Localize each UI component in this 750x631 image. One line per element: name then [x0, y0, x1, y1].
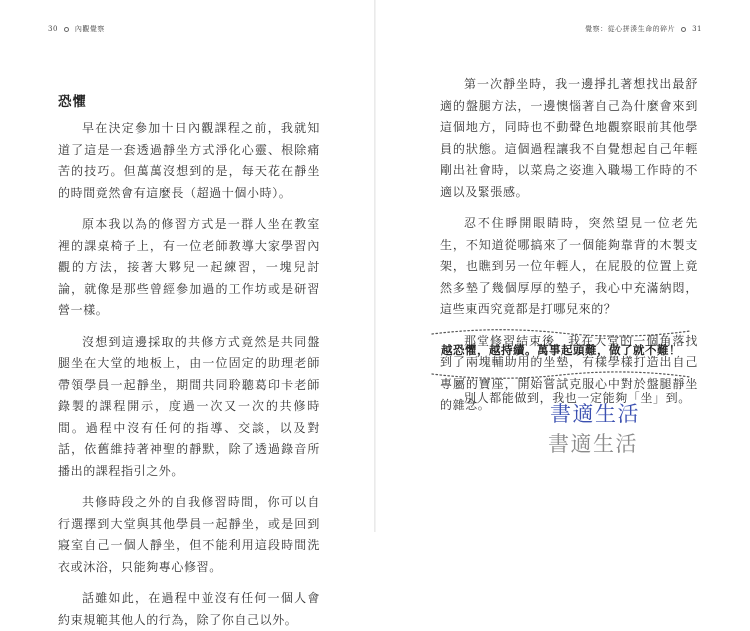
- paragraph: 那堂修習結束後，我在大堂的一個角落找到了兩塊輔助用的坐墊，有樣學樣打造出自己專屬的寶座，開始嘗試克服心中對於盤腿靜坐的雜念。: [440, 333, 698, 412]
- closing-line: 別人都能做到，我也一定能夠「坐」到。: [464, 391, 691, 405]
- watermark-secondary: 書適生活: [548, 432, 638, 456]
- callout-box: [430, 324, 692, 384]
- paragraph: 話雖如此，在過程中並沒有任何一個人會約束規範其他人的行為，除了你自己以外。: [58, 591, 320, 627]
- left-running-head: [48, 24, 105, 34]
- right-page: [376, 0, 750, 532]
- paragraph: 早在決定參加十日內觀課程之前，我就知道了這是一套透過靜坐方式淨化心靈、根除痛苦的技巧。但萬萬沒想到的是，每天花在靜坐的時間竟然會有這麼長（超過十個小時）。: [58, 121, 320, 200]
- left-chapter-title: 內觀覺察: [74, 25, 105, 33]
- section-title: 恐懼: [58, 94, 87, 110]
- right-page-number: 31: [692, 25, 702, 33]
- paragraph: 忍不住睜開眼睛時，突然望見一位老先生，不知道從哪搞來了一個能夠靠背的木製支架，也瞧到另一位年輕人，在屁股的位置上竟然多墊了幾個厚厚的墊子，我心中充滿納悶，這些東西究竟都是打哪兒來的？: [440, 216, 698, 316]
- paragraph: 第一次靜坐時，我一邊掙扎著想找出最舒適的盤腿方法，一邊懊惱著自己為什麼會來到這個地方，同時也不動聲色地觀察眼前其他學員的狀態。這個過程讓我不自覺想起自己年輕剛出社會時，以菜鳥之姿進入職場工作時的不適以及緊張感。: [440, 77, 698, 199]
- callout-text: 越恐懼，越持續。萬事起頭難，做了就不難！: [441, 343, 681, 357]
- left-body-text: [58, 118, 320, 631]
- circle-ornament-icon: [681, 27, 686, 32]
- paragraph: 原本我以為的修習方式是一群人坐在教室裡的課桌椅子上，有一位老師教導大家學習內觀的方法，接著大夥兒一起練習，一塊兒討論，就像是那些曾經參加過的工作坊或是研習營一樣。: [58, 217, 320, 317]
- left-page-number: 30: [48, 25, 58, 33]
- watermark-primary: 書適生活: [550, 402, 640, 426]
- paragraph: 共修時段之外的自我修習時間，你可以自行選擇到大堂與其他學員一起靜坐，或是回到寢室自己一個人靜坐，但不能利用這段時間洗衣或沐浴，只能夠專心修習。: [58, 495, 320, 574]
- left-page: [0, 0, 374, 627]
- right-chapter-title: 覺察：從心拼湊生命的碎片: [585, 25, 676, 33]
- circle-ornament-icon: [64, 27, 69, 32]
- right-running-head: [585, 24, 702, 34]
- paragraph: 沒想到這邊採取的共修方式竟然是共同盤腿坐在大堂的地板上，由一位固定的助理老師帶領學員一起靜坐，期間共同聆聽葛印卡老師錄製的課程開示，度過一次又一次的共修時間。過程中沒有任何的指導、交談，以及對話，依舊維持著神聖的靜默，除了透過錄音所播出的課程指引之外。: [58, 334, 320, 478]
